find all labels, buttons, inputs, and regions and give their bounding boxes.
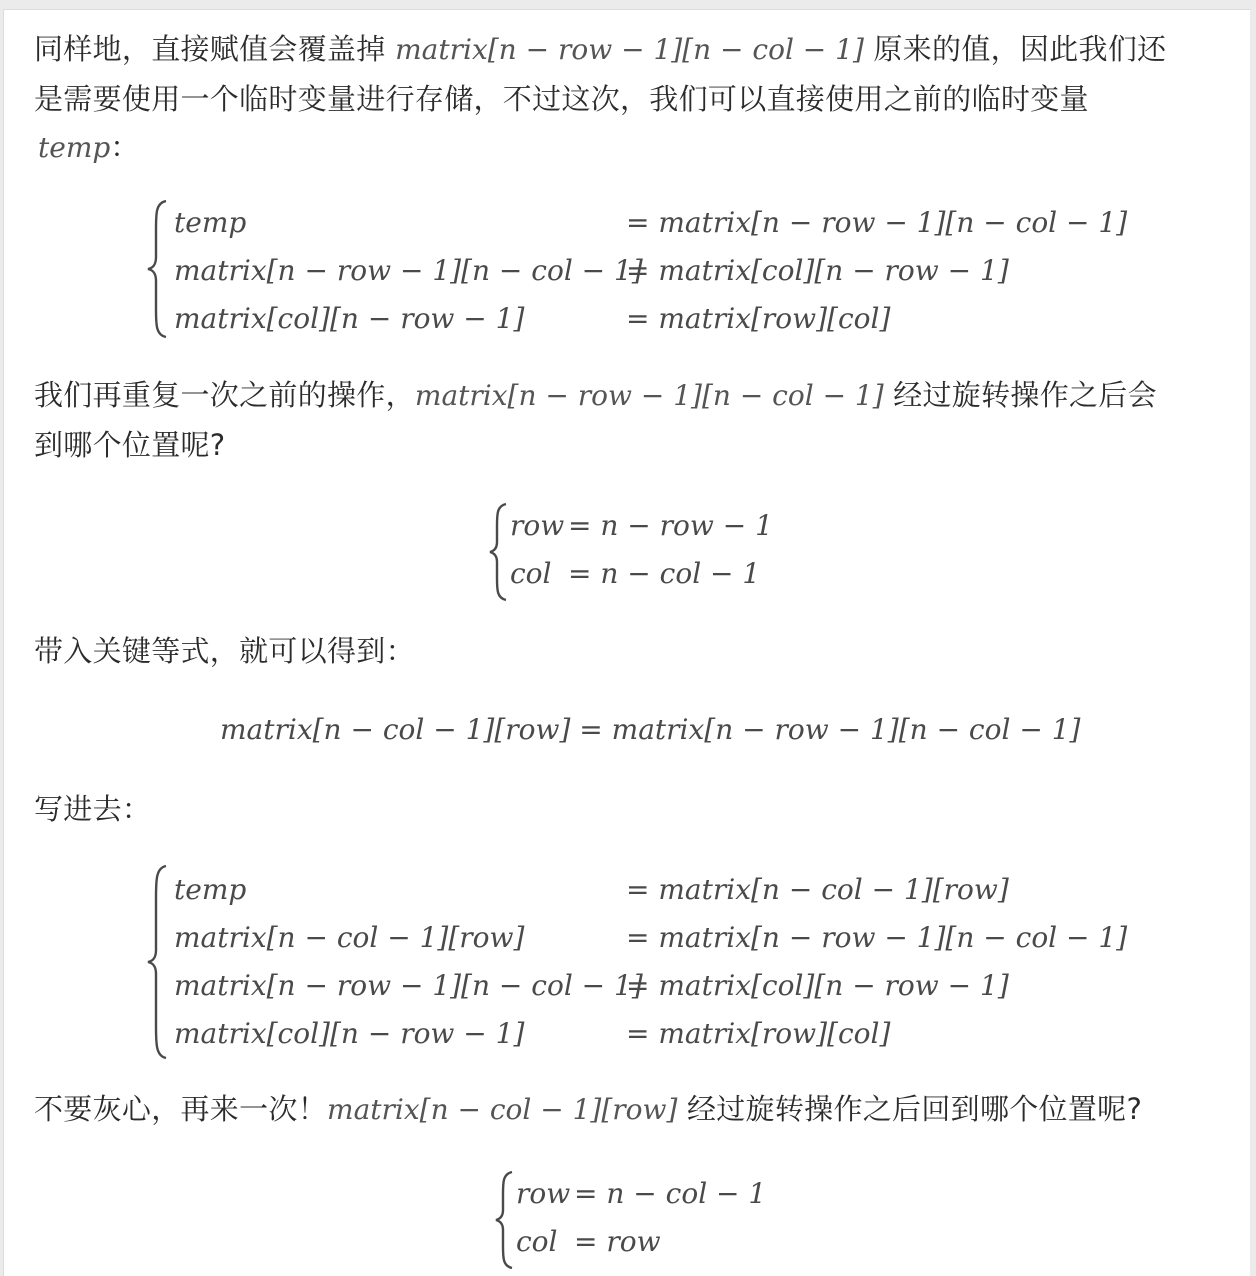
equation-system-1: temp = matrix[n − row − 1][n − col − 1] matrix[n − row − 1][n − col − 1] = matrix[col][n − row − 1] matrix[col][n − row − 1] = matrix[row][col]: [146, 193, 1126, 343]
inline-math: matrix[n − row − 1][n − col − 1]: [414, 379, 884, 412]
equation-single: matrix[n − col − 1][row] = matrix[n − row − 1][n − col − 1]: [220, 713, 1081, 746]
equation-system-4: row = n − col − 1 col = row: [494, 1166, 814, 1276]
document-page: [3, 9, 1250, 1276]
text: 写进去：: [34, 792, 152, 826]
left-brace-icon: [488, 502, 508, 602]
left-brace-icon: [494, 1170, 514, 1270]
paragraph-1-line-1: [34, 24, 1166, 75]
left-brace-icon: [146, 864, 168, 1060]
equation-system-2: row = n − row − 1 col = n − col − 1: [488, 498, 808, 608]
text: 经过旋转操作之后会: [883, 378, 1157, 412]
equation-system-3: temp = matrix[n − col − 1][row] matrix[n − col − 1][row] = matrix[n − row − 1][n − col − 1] matrix[n − row − 1][n − col − 1] = matrix[col][n − row − 1] matrix[col][n − row − 1] = matrix[row][col]: [146, 860, 1126, 1060]
paragraph-5: [34, 1084, 1142, 1135]
paragraph-4: [34, 784, 151, 834]
text: 经过旋转操作之后回到哪个位置呢?: [677, 1092, 1143, 1126]
inline-math: temp: [38, 131, 111, 164]
text: 我们再重复一次之前的操作，: [34, 378, 415, 412]
paragraph-3: [34, 626, 415, 676]
paragraph-2-line-1: [34, 370, 1157, 421]
paragraph-1-line-3: [38, 122, 140, 173]
paragraph-1-line-2: [34, 74, 1089, 124]
text: 原来的值，因此我们还: [863, 32, 1167, 66]
text: 不要灰心，再来一次！: [34, 1092, 328, 1126]
paragraph-2-line-2: [34, 420, 226, 470]
text: 到哪个位置呢?: [34, 428, 226, 462]
left-brace-icon: [146, 199, 168, 339]
text: ：: [110, 130, 140, 164]
text: 带入关键等式，就可以得到：: [34, 634, 415, 668]
inline-math: matrix[n − col − 1][row]: [327, 1093, 678, 1126]
text: 是需要使用一个临时变量进行存储，不过这次，我们可以直接使用之前的临时变量: [34, 82, 1089, 116]
text: 同样地，直接赋值会覆盖掉: [34, 32, 396, 66]
inline-math: matrix[n − row − 1][n − col − 1]: [395, 33, 864, 66]
